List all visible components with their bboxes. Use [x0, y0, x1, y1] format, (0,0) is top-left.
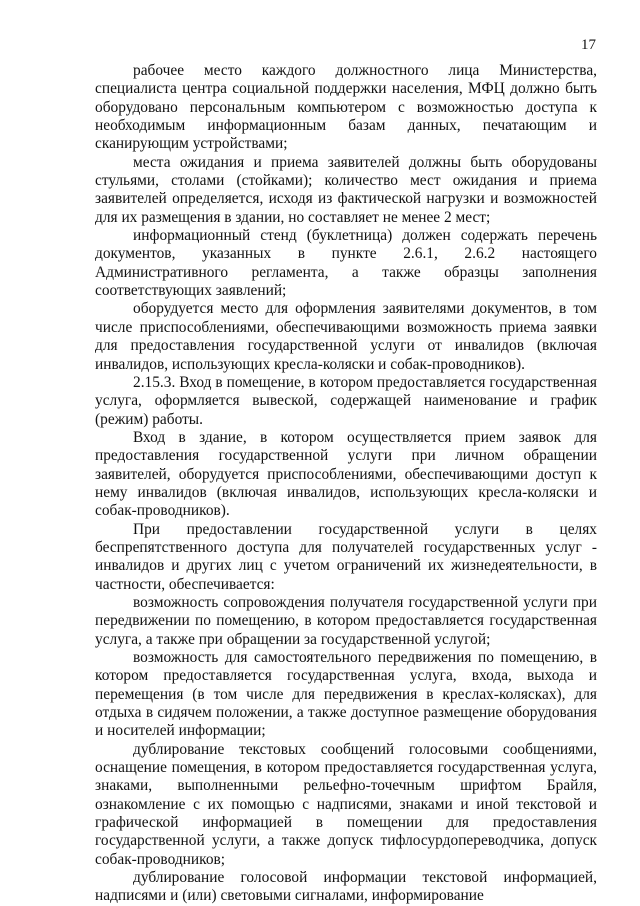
paragraph-movement: возможность для самостоятельного передвижения по помещению, в котором предоставляется государственная услуга, входа, выхода и перемещения (в том числе для передвижения в креслах-колясках), для отдыха в сидячем положении, а также доступное размещение оборудования и носителей информации; — [95, 649, 597, 740]
paragraph-accessibility-intro: При предоставлении государственной услуги в целях беспрепятственного доступа для получателей государственных услуг - инвалидов и других лиц с учетом ограничений их жизнедеятельности, в частности, обеспечивается: — [95, 520, 597, 593]
paragraph-waiting-area: места ожидания и приема заявителей должны быть оборудованы стульями, столами (стойками); количество мест ожидания и приема заявителей определяется, исходя из фактической нагрузки и возможностей для их размещения в здании, но составляет не менее 2 мест; — [95, 153, 597, 226]
paragraph-building-entrance: Вход в здание, в котором осуществляется прием заявок для предоставления государственной услуги при личном обращении заявителей, оборудуется приспособлениями, обеспечивающими доступ к нему инвалидов (включая инвалидов, использующих кресла-коляски и собак-проводников). — [95, 428, 597, 520]
paragraph-escort: возможность сопровождения получателя государственной услуги при передвижении по помещению, в котором предоставляется государственная услуга, а также при обращении за государственной услугой; — [95, 593, 597, 648]
paragraph-entrance-sign: 2.15.3. Вход в помещение, в котором предоставляется государственная услуга, оформляется вывеской, содержащей наименование и график (режим) работы. — [95, 373, 597, 428]
paragraph-workstation: рабочее место каждого должностного лица Министерства, специалиста центра социальной поддержки населения, МФЦ должно быть оборудовано персональным компьютером с возможностью доступа к необходимым информационным базам данных, печатающим и сканирующим устройствами; — [95, 62, 597, 153]
page-number: 17 — [581, 37, 596, 53]
document-body — [95, 62, 597, 906]
paragraph-document-place: оборудуется место для оформления заявителями документов, в том числе приспособлениями, обеспечивающими возможность приема заявки для предоставления государственной услуги от инвалидов (включая инвалидов, использующих кресла-коляски и собак-проводников). — [95, 300, 597, 373]
paragraph-info-stand: информационный стенд (буклетница) должен содержать перечень документов, указанных в пункте 2.6.1, 2.6.2 настоящего Административного регламента, а также образцы заполнения соответствующих заявлений; — [95, 227, 597, 300]
paragraph-text-duplication: дублирование голосовой информации текстовой информацией, надписями и (или) световыми сигналами, информирование — [95, 869, 597, 905]
paragraph-voice-duplication: дублирование текстовых сообщений голосовыми сообщениями, оснащение помещения, в котором предоставляется государственная услуга, знаками, выполненными рельефно-точечным шрифтом Брайля, ознакомление с их помощью с надписями, знаками и иной текстовой и графической информацией в помещении для предоставления государственной услуги, а также допуск тифлосурдопереводчика, допуск собак-проводников; — [95, 740, 597, 868]
